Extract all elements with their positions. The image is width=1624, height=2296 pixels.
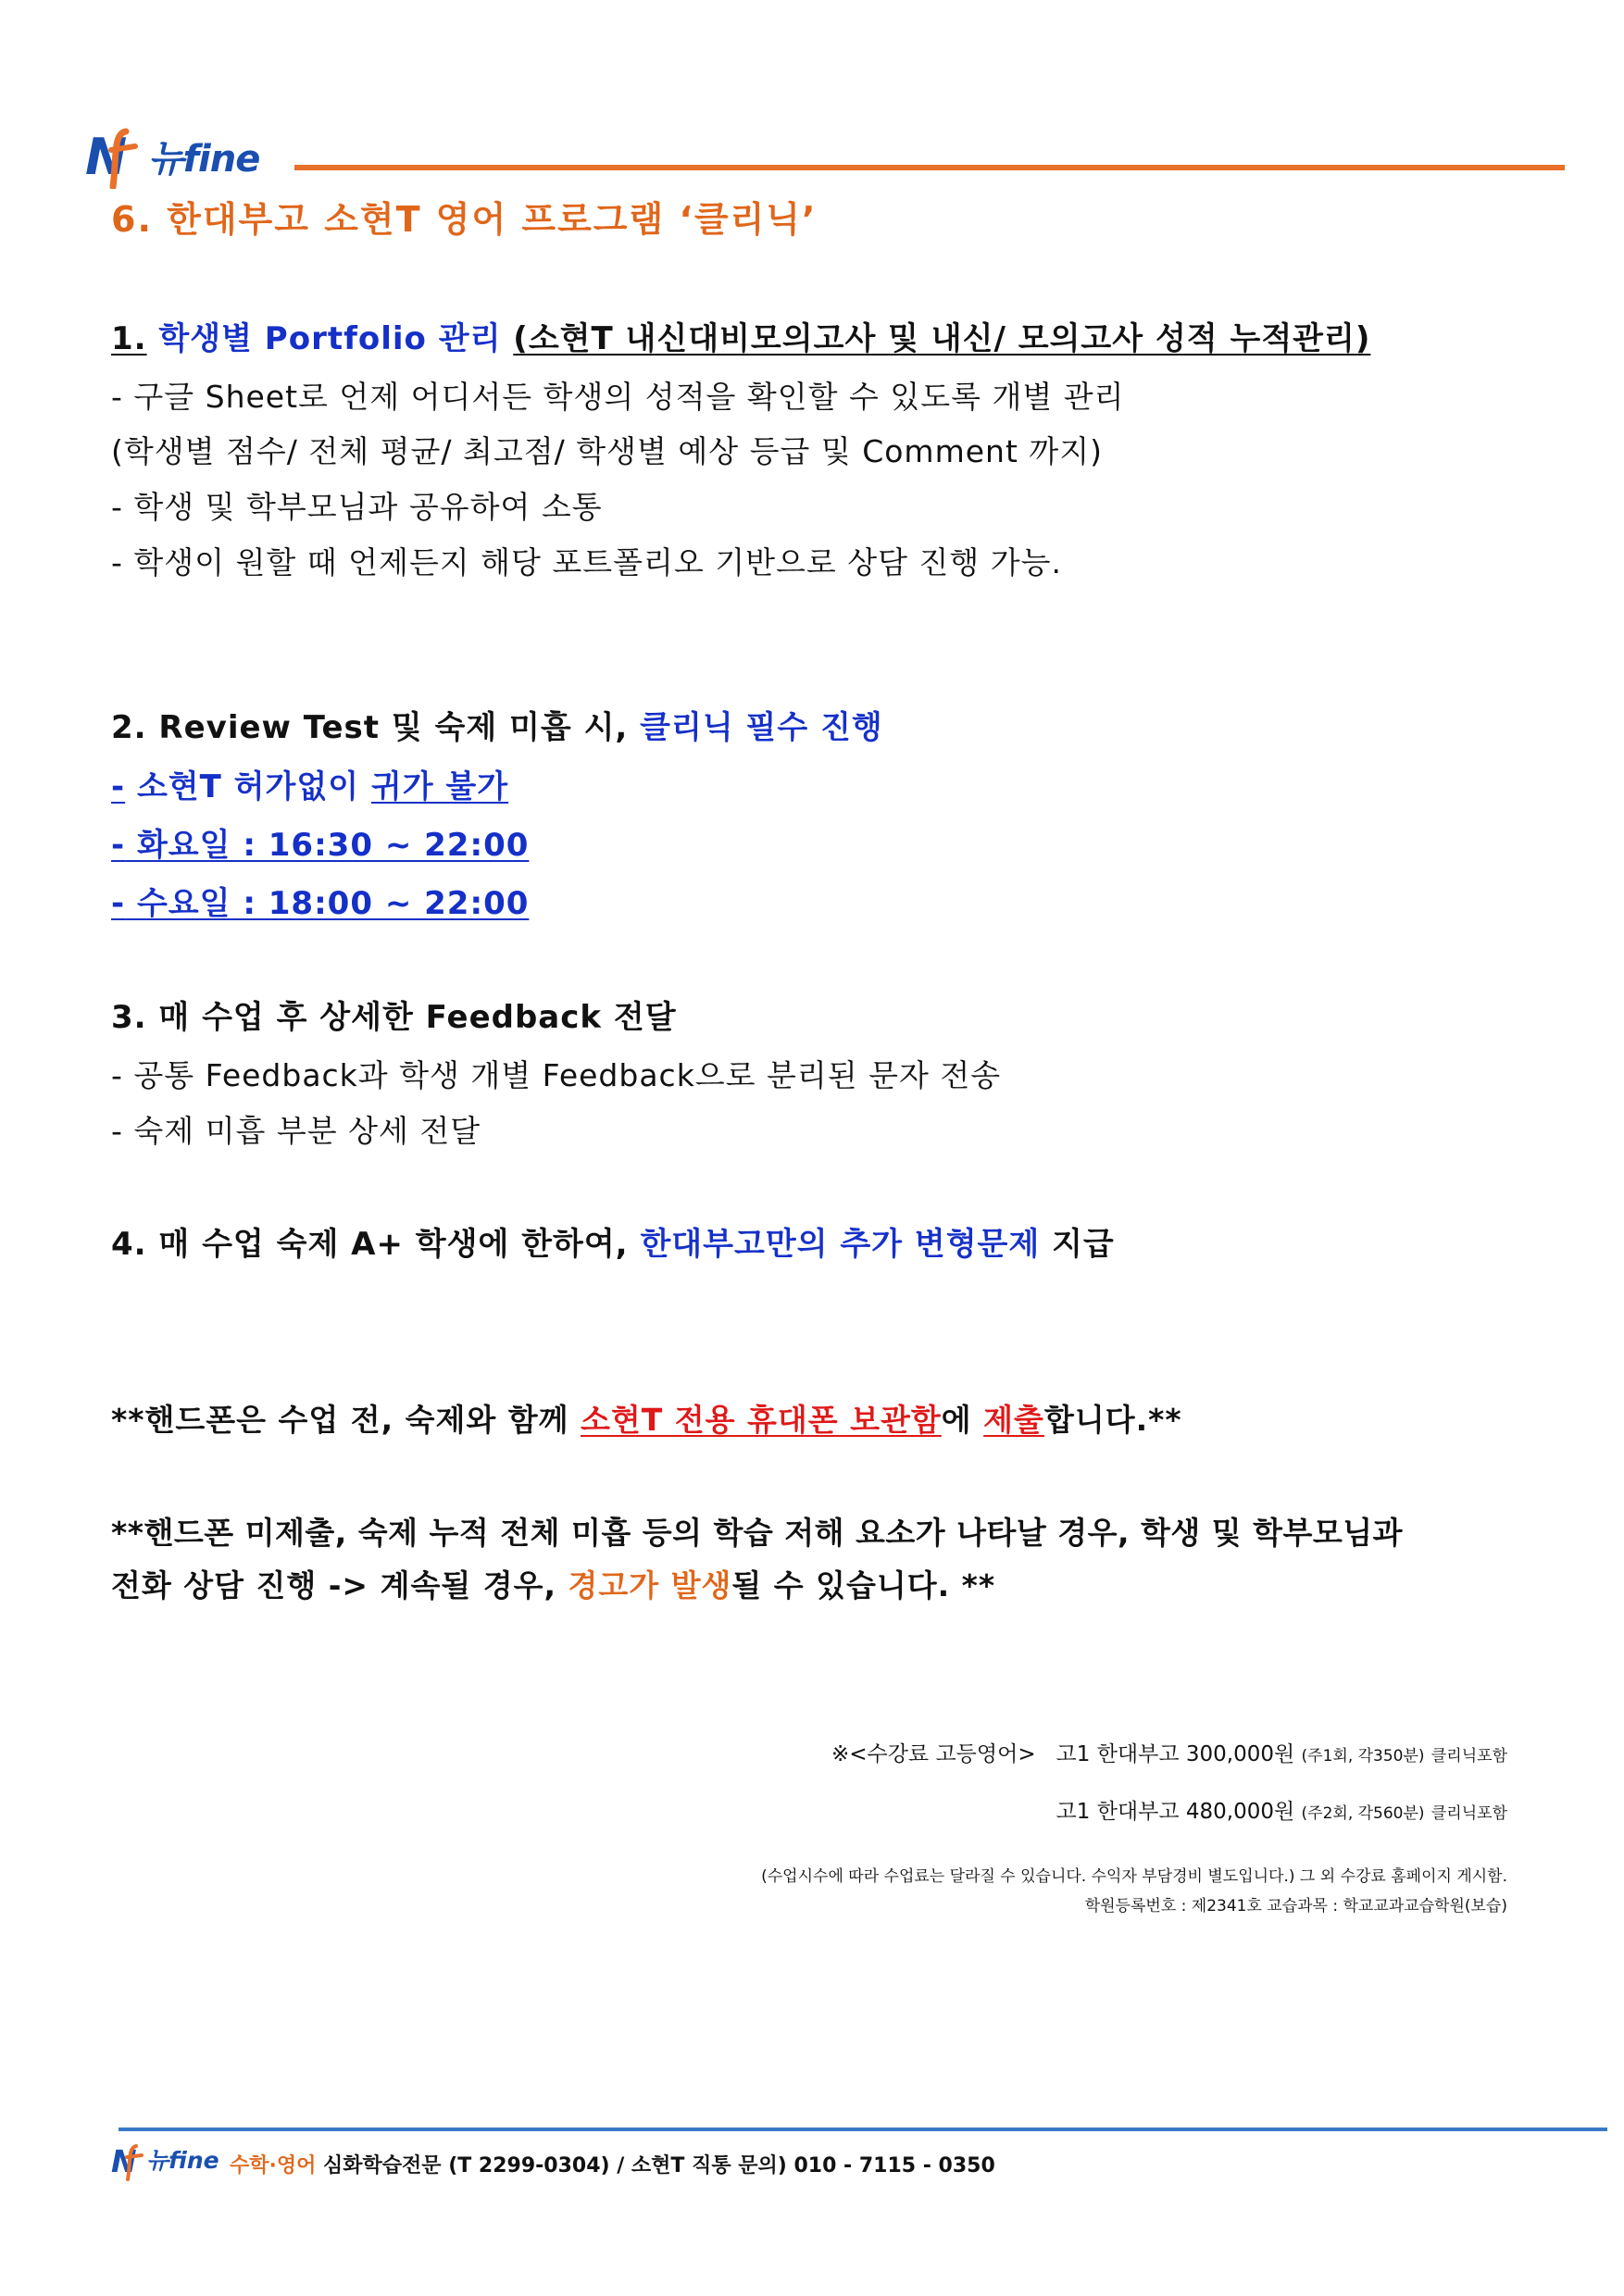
- section1-number: 1.: [111, 320, 147, 357]
- footer-divider: [119, 2128, 1607, 2131]
- notice2-highlight: 경고가 발생: [568, 1567, 732, 1603]
- warning-notice-line1: **핸드폰 미제출, 숙제 누적 전체 미흡 등의 학습 저해 요소가 나타날 경우, 학생 및 학부모님과: [111, 1515, 1404, 1551]
- header-divider: [294, 165, 1565, 170]
- section3-line: - 숙제 미흡 부분 상세 전달: [111, 1113, 481, 1149]
- fee-row1-tail: 클리닉포함: [1430, 1747, 1507, 1766]
- registration-info: 학원등록번호 : 제2341호 교습과목 : 학교교과교습학원(보습): [1084, 1897, 1507, 1915]
- footer-contact-text: 심화학습전문 (T 2299-0304) / 소현T 직통 문의) 010 - 7115 - 0350: [316, 2154, 995, 2177]
- section2-highlight: 클리닉 필수 진행: [640, 709, 883, 746]
- brand-logo: [85, 122, 298, 189]
- section3-heading: 3. 매 수업 후 상세한 Feedback 전달: [111, 999, 677, 1036]
- fee-row2-main: 고1 한대부고 480,000원: [1056, 1800, 1295, 1824]
- section1-paren: (소현T 내신대비모의고사 및 내신/ 모의고사 성적 누적관리): [513, 320, 1371, 357]
- section1-line: - 학생 및 학부모님과 공유하여 소통: [111, 489, 603, 525]
- section2-heading: [111, 702, 883, 747]
- section2-line1-b: 귀가 불가: [370, 768, 509, 805]
- notice1-red1: 소현T 전용 휴대폰 보관함: [581, 1402, 942, 1438]
- phone-notice: [111, 1396, 1182, 1440]
- section1-highlight: 학생별 Portfolio 관리: [158, 320, 502, 357]
- fee-row1-main: 고1 한대부고 300,000원: [1056, 1742, 1295, 1766]
- section4-heading: [111, 1218, 1115, 1264]
- logo-text: 뉴fine: [148, 138, 260, 181]
- section1-line: - 학생이 원할 때 언제든지 해당 포트폴리오 기반으로 상담 진행 가능.: [111, 544, 1063, 580]
- fee-disclaimer: (수업시수에 따라 수업료는 달라질 수 있습니다. 수익자 부담경비 별도입니다.) 그 외 수강료 홈페이지 게시함.: [761, 1867, 1507, 1886]
- notice2-line2-suffix: 될 수 있습니다. **: [731, 1567, 996, 1603]
- section4-suffix: 지급: [1040, 1226, 1115, 1263]
- section4-prefix: 4. 매 수업 숙제 A+ 학생에 한하여,: [111, 1226, 641, 1263]
- section1-line: (학생별 점수/ 전체 평균/ 최고점/ 학생별 예상 등급 및 Comment 까지): [111, 433, 1103, 469]
- section2-line-tuesday: [111, 819, 529, 865]
- tuesday-schedule: 화요일 : 16:30 ~ 22:00: [125, 827, 530, 864]
- fee-row2-tail: 클리닉포함: [1430, 1804, 1507, 1823]
- fee-row-2: [1056, 1794, 1507, 1825]
- fee-row-1: [831, 1737, 1507, 1767]
- section1-heading: [111, 313, 1370, 358]
- notice1-red2: 제출: [983, 1402, 1044, 1438]
- fee-label: ※<수강료 고등영어>: [831, 1742, 1036, 1766]
- page-title: 6. 한대부고 소현T 영어 프로그램 ‘클리닉’: [111, 199, 818, 240]
- footer-logo-text: 뉴fine: [146, 2147, 219, 2174]
- wednesday-schedule: 수요일 : 18:00 ~ 22:00: [125, 885, 530, 922]
- nf-logo-icon: [111, 2140, 148, 2181]
- fee-row2-note: (주2회, 각560분): [1301, 1804, 1425, 1823]
- section2-line-wednesday: [111, 878, 529, 923]
- notice1-suffix: 합니다.**: [1043, 1402, 1182, 1438]
- section2-line1-a: 소현T 허가없이: [125, 768, 371, 805]
- dash: -: [111, 768, 126, 805]
- footer-logo: [111, 2140, 231, 2181]
- section4-highlight: 한대부고만의 추가 변형문제: [640, 1226, 1041, 1263]
- svg-text:N: N: [85, 128, 128, 186]
- section3-line: - 공통 Feedback과 학생 개별 Feedback으로 분리된 문자 전송: [111, 1057, 1002, 1093]
- footer-subject: 수학·영어: [230, 2154, 317, 2177]
- footer-contact: [230, 2150, 995, 2178]
- fee-row1-note: (주1회, 각350분): [1301, 1747, 1425, 1766]
- warning-notice-line2: [111, 1562, 995, 1605]
- dash: -: [111, 885, 126, 922]
- svg-text:N: N: [111, 2143, 137, 2179]
- notice2-line2-prefix: 전화 상담 진행 -> 계속될 경우,: [111, 1567, 568, 1603]
- nf-logo-icon: [85, 122, 146, 189]
- notice1-mid: 에: [941, 1402, 984, 1438]
- section1-line: - 구글 Sheet로 언제 어디서든 학생의 성적을 확인할 수 있도록 개별 관리: [111, 379, 1125, 415]
- notice1-prefix: **핸드폰은 수업 전, 숙제와 함께: [111, 1402, 581, 1438]
- section2-heading-text: 2. Review Test 및 숙제 미흡 시,: [111, 709, 641, 746]
- dash: -: [111, 827, 126, 864]
- section2-line-no-leave: [111, 761, 508, 806]
